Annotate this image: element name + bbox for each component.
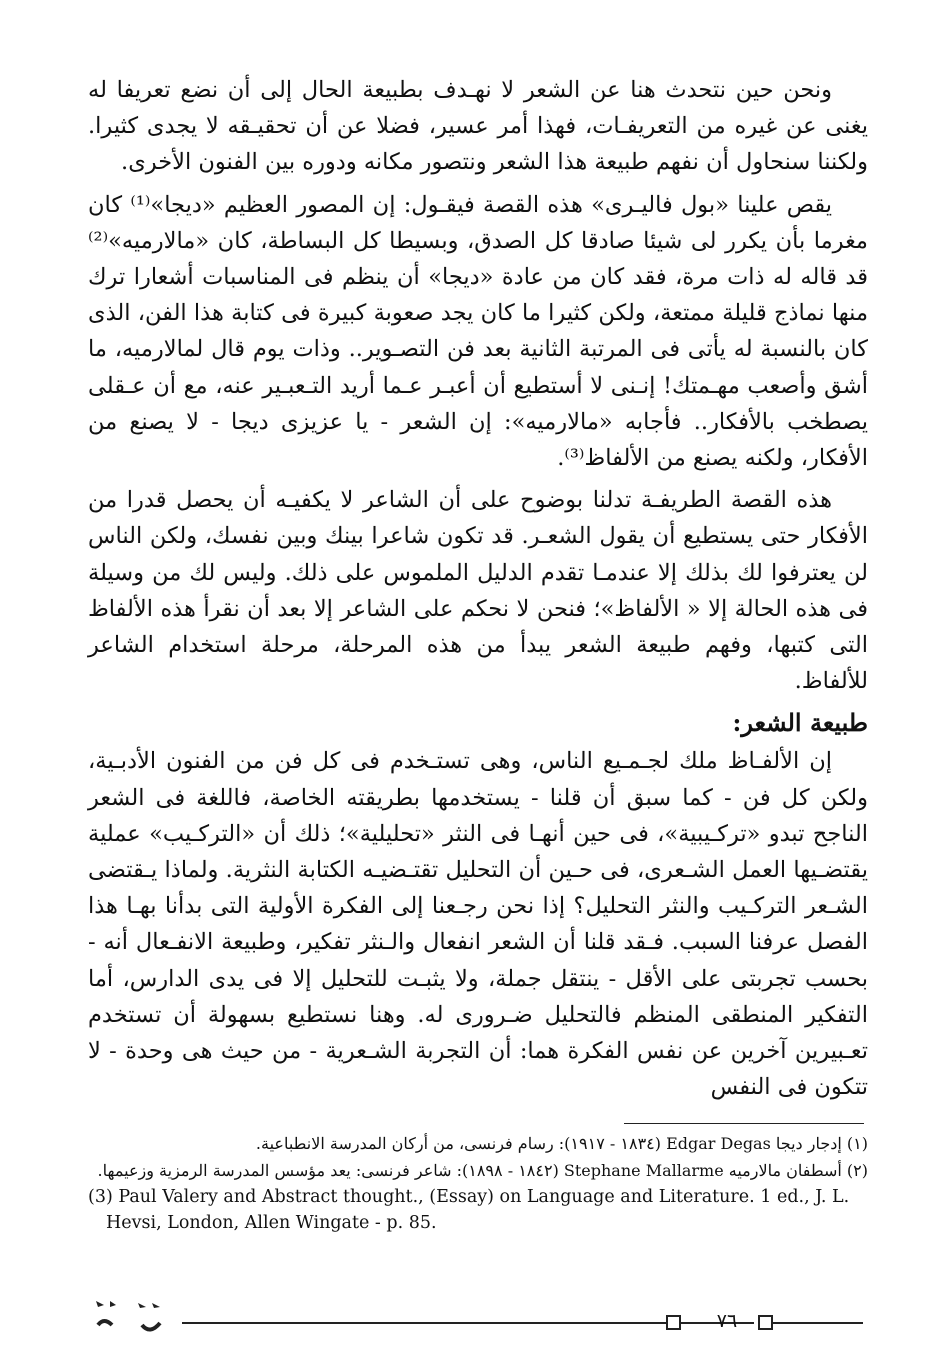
footer-box-left — [666, 1315, 681, 1330]
paragraph-3: هذه القصة الطريفـة تدلنا بوضوح على أن الشاعر لا يكفيـه أن يحصل قدرا من الأفكار حتى يستطيع أن يقول الشعـر. قد تكون شاعرا بينك وبين نفسك، ولكن الناس لن يعترفوا لك بذلك إلا عندمـا تقدم الدليل الملموس على ذلك. وليس لك من وسيلة فى هذه الحالة إلا « الألفاظ»؛ فنحن لا نحكم على الشاعر إلا بعد أن نقرأ هذه الألفاظ التى كتبها، وفهم طبيعة الشعر يبدأ من هذه المرحلة، مرحلة استخدام الشاعر للألفاظ. — [88, 487, 868, 695]
section-heading: طبيعة الشعر: — [732, 708, 868, 738]
footnote-2: (٢) أسطفان مالارميه Stephane Mallarme (١٨٤٢ - ١٨٩٨): شاعر فرنسى: يعد مؤسس المدرسة الرمزية وزعيمها. — [97, 1161, 868, 1180]
footnotes — [88, 1130, 868, 1236]
paragraph-4: إن الألفـاظ ملك لجـمـيع الناس، وهى تستـخدم فى كل فن من الفنون الأدبـية، ولكن كل فن - كما سبق أن قلنا - يستخدمها بطريقته الخاصة، فاللغة فى الشعر الناجح تبدو «تركـيبية»، فى حين أنهـا فى النثر «تحليلية»؛ ذلك أن «التركـيب» عملية يقتضـيها العمل الشـعرى، فى حـين أن التحليل تقتـضيـه الكتابة النثرية. ولماذا يـقتضى الشـعر التركـيب والنثر التحليل؟ إذا نحن رجـعنا إلى الفكرة الأولية التى بدأنا بهـا هذا الفصل عرفنا السبب. فـقد قلنا أن الشعر انفعال والـنثر تفكير، وطبيعة الانفـعال أنه - بحسب تجربتى على الأقل - ينتقل جملة، ولا يثبـت للتحليل إلا فى يدى الدارس، أما التفكير المنطقى المنظم فالتحليل ضـرورى له. وهنا نستطيع بسهولة أن تستخدم تعـبيرين آخرين عن نفس الفكرة هما: أن التجربة الشـعرية - من حيث هى وحدة - لا تتكون فى النفس — [88, 748, 868, 1101]
paragraph-1: ونحن حين نتحدث هنا عن الشعر لا نهـدف بطبيعة الحال إلى أن نضع تعريفا له يغنى عن غيره من التعريفـات، فهذا أمر عسير، فضلا عن أن تحقيـقه لا يجدى كثيرا. ولكننا سنحاول أن نفهم طبيعة هذا الشعر ونتصور مكانه ودوره بين الفنون الأخرى. — [88, 77, 868, 176]
paragraph-2: يقص علينا «بول فاليـرى» هذه القصة فيقـول: إن المصور العظيم «ديجا»⁽¹⁾ كان مغرما بأن يكرر لى شيئا صادقا كل الصدق، وبسيطا كل البساطة، كان «مالارميه»⁽²⁾ قد قاله له ذات مرة، فقد كان من عادة «ديجا» أن ينظم فى المناسبات أشعارا ترك منها نماذج قليلة ممتعة، ولكن كثيرا ما كان يجد صعوبة كبيرة فى كتابة هذا الفن، الذى كان بالنسبة له يأتى فى المرتبة الثانية بعد فن التصـوير.. وذات يوم قال لمالارميه، ما أشق وأصعب مهـمتك! إنـنى لا أستطيع أن أعبـر عـما أريد التـعبـير عنه، مع أن عـقلى يصطخب بالأفكار.. فأجابه «مالارميه»: إن الشعر - يا عزيزى ديجا - لا يصنع من الأفكار، ولكنه يصنع من الألفاظ⁽³⁾. — [88, 191, 868, 472]
page-footer — [90, 1295, 870, 1345]
footer-box-right — [758, 1315, 773, 1330]
page-number: ٧٦ — [716, 1310, 738, 1332]
footnote-3-line-1: (3) Paul Valery and Abstract thought., (Essay) on Language and Literature. 1 ed., J. L. — [88, 1187, 850, 1207]
footer-rule-right — [773, 1322, 863, 1324]
footnote-3-line-2: Hevsi, London, Allen Wingate - p. 85. — [106, 1213, 437, 1233]
footnote-1: (١) إدجار ديجا Edgar Degas (١٨٣٤ - ١٩١٧): رسام فرنسى، من أركان المدرسة الانطباعية. — [255, 1134, 868, 1153]
ornament-icon — [90, 1295, 170, 1343]
page-body — [88, 72, 868, 1105]
footnote-divider — [624, 1123, 864, 1124]
footnote-3 — [88, 1184, 868, 1236]
